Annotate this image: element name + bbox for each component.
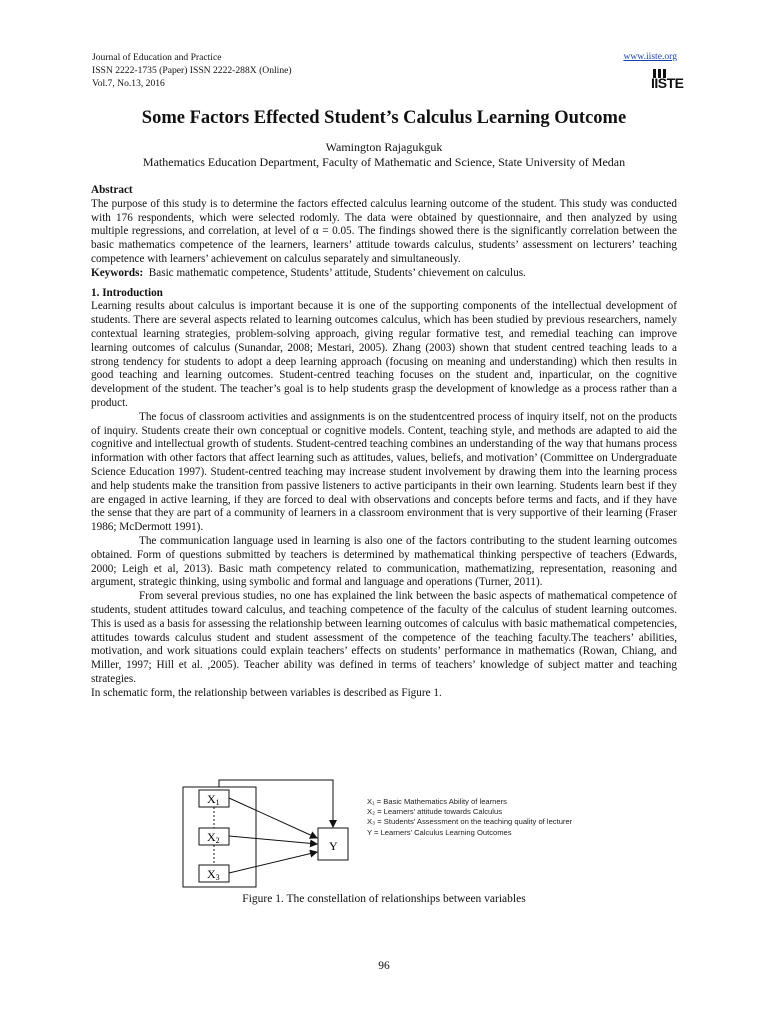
arrow-x3-y <box>229 852 317 873</box>
arrow-x1-y <box>229 798 317 838</box>
paper-title: Some Factors Effected Student’s Calculus Learning Outcome <box>141 108 627 128</box>
abstract-heading: Abstract <box>91 184 133 196</box>
legend-item-x1: X₁ = Basic Mathematics Ability of learners <box>367 797 507 806</box>
abstract-text: The purpose of this study is to determine the factors effected calculus learning outcome of the student. This study was conducted with 176 respondents, which were selected rodomly. The data were obtained by questionnaire, and then analyzed by using multiple regressions, and correlation, at level of α = 0.05. The findings showed there is the significantly correlation between the basic mathematics competence of the learners, learners’ attitude towards calculus, students’ assessment on lecturers’ teaching competence with learners’ achievement on calculus separately and simultaneously. <box>91 197 677 265</box>
intro-paragraph-3: The communication language used in learning is also one of the factors contributing to the student learning outcomes obtained. Form of questions submitted by teachers is determined by mathematical thinking perspective of teachers (Edwards, 2000; Leigh et al, 2013). Basic math competency related to communication, mathematizing, representation, reasoning and argument, strategic thinking, using symbolic and formal and language and operations (Turner, 2011). <box>91 534 677 589</box>
node-x3-label: X3 <box>207 867 220 882</box>
journal-volume: Vol.7, No.13, 2016 <box>92 78 165 89</box>
iiste-logo <box>651 63 684 93</box>
node-x2-label: X2 <box>207 830 220 845</box>
intro-paragraph-2: The focus of classroom activities and assignments is on the studentcentred process of inquiry itself, not on the products of inquiry. Students create their own conceptual or cognitive models. Content, teaching style, and methods are adapted to aid the cognitive and intellectual growth of students. Student-centred teaching combines an understanding of the way that humans process information with other factors that affect learning such as attitudes, values, beliefs, and motivation’ (Committee on Undergraduate Science Education 1997). Student-centred teaching may increase student involvement by drawing them into the learning process and help students make the transition from passive listeners to active participants in their own learning. Students learn best if they are engaged in active learning, if they are forced to deal with observations and concepts before terms and facts, and if they have the sense that they are part of a community of learners in a classroom environment that is very supportive of their learning (Fraser 1986; McDermott 1991). <box>91 410 677 534</box>
intro-paragraph-1: Learning results about calculus is important because it is one of the supporting components of the intellectual development of students. There are several aspects related to learning outcomes calculus, which has been studied by previous researchers, namely contextual learning strategies, problem-solving approach, giving regular formative test, and remedial teaching can improve learning outcomes of calculus (Sunandar, 2008; Mestari, 2005). Zhang (2003) shown that student centred teaching leads to a strong tendency for students to adopt a deep learning approach (focusing on meaning and understanding) which then results in good teaching and learning outcomes. Student-centred teaching focuses on the student and, inparticular, on the cognitive development of the student. The teacher’s goal is to help students grasp the development of knowledge as a process rather than a product. <box>91 300 677 409</box>
node-y-label: Y <box>329 839 338 853</box>
keywords-line <box>91 267 677 281</box>
legend-item-x3: X₃ = Students’ Assessment on the teaching quality of lecturer <box>367 817 573 827</box>
author-affiliation: Mathematics Education Department, Faculty of Mathematic and Science, State University of Medan <box>142 155 626 169</box>
intro-paragraph-5: In schematic form, the relationship between variables is described as Figure 1. <box>91 686 442 699</box>
logo-bars-icon <box>653 65 675 74</box>
logo-text: IISTE <box>651 75 684 91</box>
legend-item-x2: X₂ = Learners’ attitude towards Calculus <box>367 807 502 817</box>
keywords-label: Keywords: <box>91 266 144 279</box>
node-x1-label: X1 <box>207 792 220 807</box>
journal-name: Journal of Education and Practice <box>92 52 222 63</box>
author-name: Wamington Rajagukguk <box>325 140 443 154</box>
journal-url-link[interactable]: www.iiste.org <box>623 51 677 62</box>
journal-issn: ISSN 2222-1735 (Paper) ISSN 2222-288X (Online) <box>92 65 292 76</box>
page-number: 96 <box>378 960 390 972</box>
section-heading-introduction: 1. Introduction <box>91 286 163 299</box>
keywords-text: Basic mathematic competence, Students’ attitude, Students’ chievement on calculus. <box>148 266 526 279</box>
legend-item-y: Y = Learners’ Calculus Learning Outcomes <box>367 827 512 837</box>
arrow-x2-y <box>229 836 317 844</box>
journal-header <box>92 51 292 90</box>
figure-caption: Figure 1. The constellation of relationships between variables <box>242 893 526 905</box>
paper-body <box>91 184 677 700</box>
intro-paragraph-4: From several previous studies, no one has explained the link between the basic aspects of mathematical competence of students, student attitudes toward calculus, and teaching competence of the faculty of the calculus of student learning outcomes. This is used as a basis for assessing the relationship between learning outcomes of calculus with basic mathematical competencies, attitudes towards calculus student and student assessment of the competence of the teaching faculty.The teachers’ abilities, motivation, and work situations could explain teachers’ effects on students’ performance in mathematics (Rowan, Chiang, and Miller, 1997; Hill et al. ,2005). Teacher ability was defined in terms of teachers’ knowledge of subject matter and teaching strategies. <box>91 590 677 685</box>
figure-legend <box>367 797 572 838</box>
